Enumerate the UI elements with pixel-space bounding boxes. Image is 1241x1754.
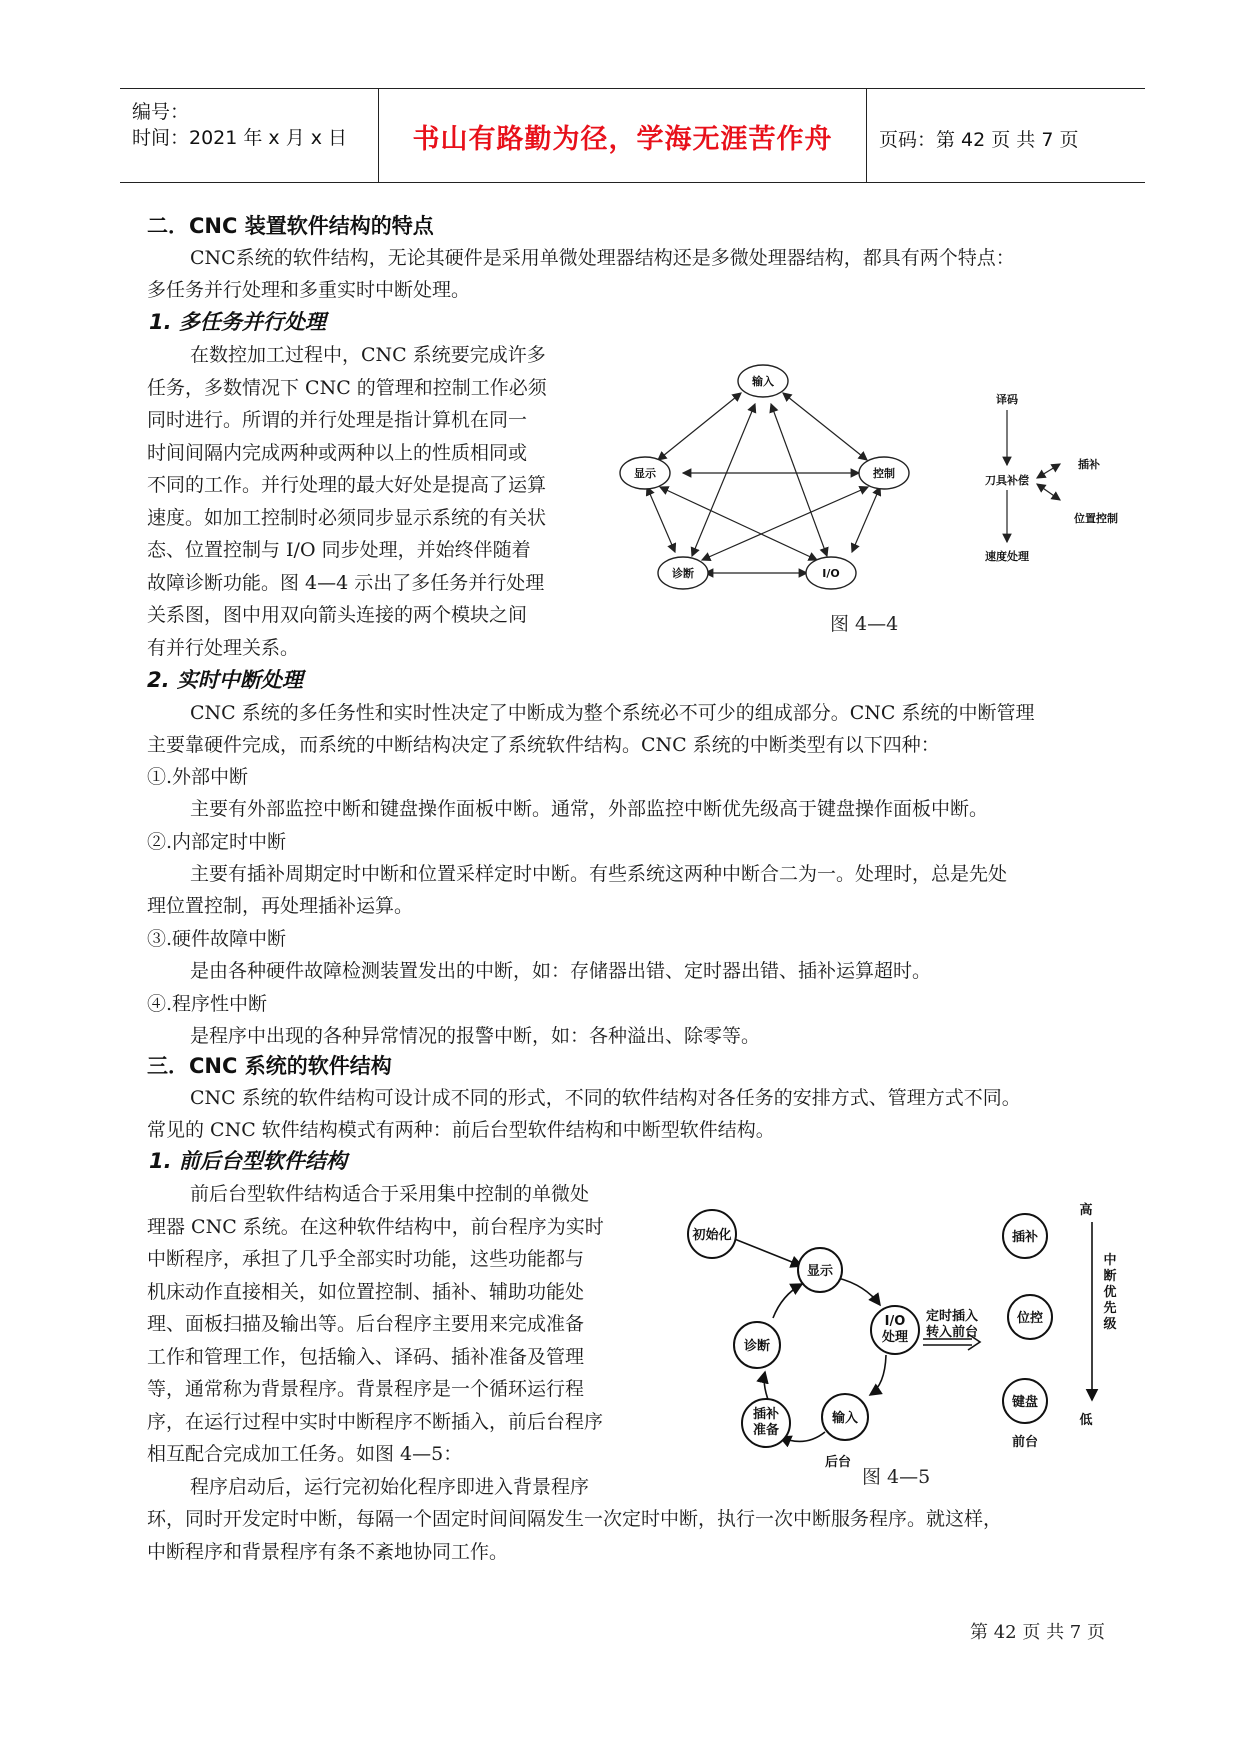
paragraph-line: 关系图，图中用双向箭头连接的两个模块之间: [147, 604, 528, 626]
paragraph-line: 速度。如加工控制时必须同步显示系统的有关状: [147, 507, 547, 529]
header-center-cell: [378, 89, 867, 182]
node-input-label: 输入: [831, 1411, 859, 1426]
priority-char: 优: [1103, 1285, 1117, 1300]
priority-char: 断: [1103, 1269, 1117, 1284]
paragraph-line: CNC 系统的软件结构可设计成不同的形式，不同的软件结构对各任务的安排方式、管理方式不同。: [190, 1087, 1021, 1109]
paragraph-line: 工作和管理工作，包括输入、译码、插补准备及管理: [147, 1346, 585, 1368]
page-header: [120, 88, 1145, 183]
side-tool-comp-label: 刀具补偿: [985, 474, 1029, 487]
node-io-label-2: 处理: [881, 1330, 909, 1345]
list-item-body: 是程序中出现的各种异常情况的报警中断，如：各种溢出、除零等。: [190, 1025, 761, 1047]
background-label: 后台: [824, 1455, 852, 1470]
list-item-body: 理位置控制，再处理插补运算。: [147, 895, 414, 917]
page-footer: 第 42 页 共 7 页: [970, 1622, 1105, 1643]
figure-4-4-diagram: [615, 360, 1130, 600]
fg-interp-label: 插补: [1011, 1230, 1039, 1245]
priority-char: 级: [1103, 1317, 1117, 1332]
doc-number-label: 编号：: [132, 101, 190, 123]
node-diagnose-label: 诊断: [743, 1339, 771, 1354]
header-right-cell: [865, 89, 1145, 182]
paragraph-line: 在数控加工过程中，CNC 系统要完成许多: [190, 344, 546, 366]
list-item-heading: ④.程序性中断: [147, 993, 268, 1015]
figure-4-5-diagram: [680, 1200, 1120, 1470]
node-control-label: 控制: [873, 467, 895, 480]
list-item-heading: ①.外部中断: [147, 766, 249, 788]
fg-keyboard-label: 键盘: [1011, 1395, 1039, 1410]
list-item-heading: ③.硬件故障中断: [147, 928, 287, 950]
paragraph-line: 时间间隔内完成两种或两种以上的性质相同或: [147, 442, 528, 464]
header-left-cell: [120, 89, 378, 182]
figure-4-4-caption: 图 4—4: [830, 613, 899, 635]
paragraph-line: 多任务并行处理和多重实时中断处理。: [147, 279, 471, 301]
paragraph-line: 前后台型软件结构适合于采用集中控制的单微处: [190, 1183, 590, 1205]
side-speed-label: 速度处理: [985, 550, 1029, 563]
timer-label: 定时插入: [925, 1309, 979, 1324]
side-decode-label: 译码: [996, 393, 1018, 406]
timer-label-2: 转入前台: [925, 1325, 979, 1340]
paragraph-line: 同时进行。所谓的并行处理是指计算机在同一: [147, 409, 528, 431]
paragraph-line: 程序启动后，运行完初始化程序即进入背景程序: [190, 1476, 590, 1498]
node-prep-label-2: 准备: [752, 1423, 780, 1438]
paragraph-line: 序，在运行过程中实时中断程序不断插入，前后台程序: [147, 1411, 604, 1433]
paragraph-line: 常见的 CNC 软件结构模式有两种：前后台型软件结构和中断型软件结构。: [147, 1119, 775, 1141]
fg-pos-label: 位控: [1016, 1311, 1044, 1326]
paragraph-line: CNC系统的软件结构，无论其硬件是采用单微处理器结构还是多微处理器结构，都具有两个特点：: [190, 247, 1015, 269]
section-title: 三．CNC 系统的软件结构: [147, 1054, 392, 1078]
paragraph-line: CNC 系统的多任务性和实时性决定了中断成为整个系统必不可少的组成部分。CNC 系统的中断管理: [190, 702, 1035, 724]
list-item-body: 主要有插补周期定时中断和位置采样定时中断。有些系统这两种中断合二为一。处理时，总是先处: [190, 863, 1008, 885]
paragraph-line: 理、面板扫描及输出等。后台程序主要用来完成准备: [147, 1313, 585, 1335]
node-io-label: I/O: [822, 567, 840, 580]
subsection-title: 2. 实时中断处理: [147, 668, 303, 692]
paragraph-line: 中断程序，承担了几乎全部实时功能，这些功能都与: [147, 1248, 585, 1270]
list-item-body: 主要有外部监控中断和键盘操作面板中断。通常，外部监控中断优先级高于键盘操作面板中断。: [190, 798, 989, 820]
paragraph-line: 有并行处理关系。: [147, 637, 300, 659]
node-prep-label: 插补: [752, 1407, 780, 1422]
side-interp-label: 插补: [1078, 458, 1100, 471]
list-item-body: 是由各种硬件故障检测装置发出的中断，如：存储器出错、定时器出错、插补运算超时。: [190, 960, 932, 982]
paragraph-line: 任务，多数情况下 CNC 的管理和控制工作必须: [147, 377, 547, 399]
paragraph-line: 机床动作直接相关，如位置控制、插补、辅助功能处: [147, 1281, 585, 1303]
node-io-label: I/O: [884, 1314, 906, 1329]
paragraph-line: 环，同时开发定时中断，每隔一个固定时间间隔发生一次定时中断，执行一次中断服务程序。就这样，: [147, 1508, 1003, 1530]
node-input-label: 输入: [752, 375, 774, 388]
paragraph-line: 理器 CNC 系统。在这种软件结构中，前台程序为实时: [147, 1216, 604, 1238]
priority-low-label: 低: [1079, 1413, 1093, 1428]
node-diagnose-label: 诊断: [672, 567, 694, 580]
list-item-heading: ②.内部定时中断: [147, 831, 287, 853]
paragraph-line: 相互配合完成加工任务。如图 4—5：: [147, 1443, 463, 1465]
subsection-title: 1. 多任务并行处理: [149, 310, 326, 334]
paragraph-line: 故障诊断功能。图 4—4 示出了多任务并行处理: [147, 572, 545, 594]
figure-4-5-caption: 图 4—5: [862, 1466, 931, 1488]
paragraph-line: 等，通常称为背景程序。背景程序是一个循环运行程: [147, 1378, 585, 1400]
paragraph-line: 不同的工作。并行处理的最大好处是提高了运算: [147, 474, 547, 496]
foreground-label: 前台: [1011, 1435, 1039, 1450]
header-motto: 书山有路勤为径，学海无涯苦作舟: [412, 124, 833, 155]
paragraph-line: 主要靠硬件完成，而系统的中断结构决定了系统软件结构。CNC 系统的中断类型有以下四种：: [147, 734, 940, 756]
subsection-title: 1. 前后台型软件结构: [149, 1149, 347, 1173]
node-display-label: 显示: [806, 1264, 834, 1279]
paragraph-line: 中断程序和背景程序有条不紊地协同工作。: [147, 1541, 509, 1563]
doc-time-label: 时间：2021 年 x 月 x 日: [132, 127, 348, 149]
header-page-info: 页码：第 42 页 共 7 页: [879, 129, 1079, 151]
side-pos-ctrl-label: 位置控制: [1074, 512, 1118, 525]
paragraph-line: 态、位置控制与 I/O 同步处理，并始终伴随着: [147, 539, 531, 561]
node-init-label: 初始化: [692, 1228, 732, 1243]
priority-char: 先: [1103, 1301, 1117, 1316]
section-title: 二．CNC 装置软件结构的特点: [147, 214, 434, 238]
priority-char: 中: [1103, 1253, 1117, 1268]
node-display-label: 显示: [634, 467, 656, 480]
priority-high-label: 高: [1079, 1203, 1093, 1218]
